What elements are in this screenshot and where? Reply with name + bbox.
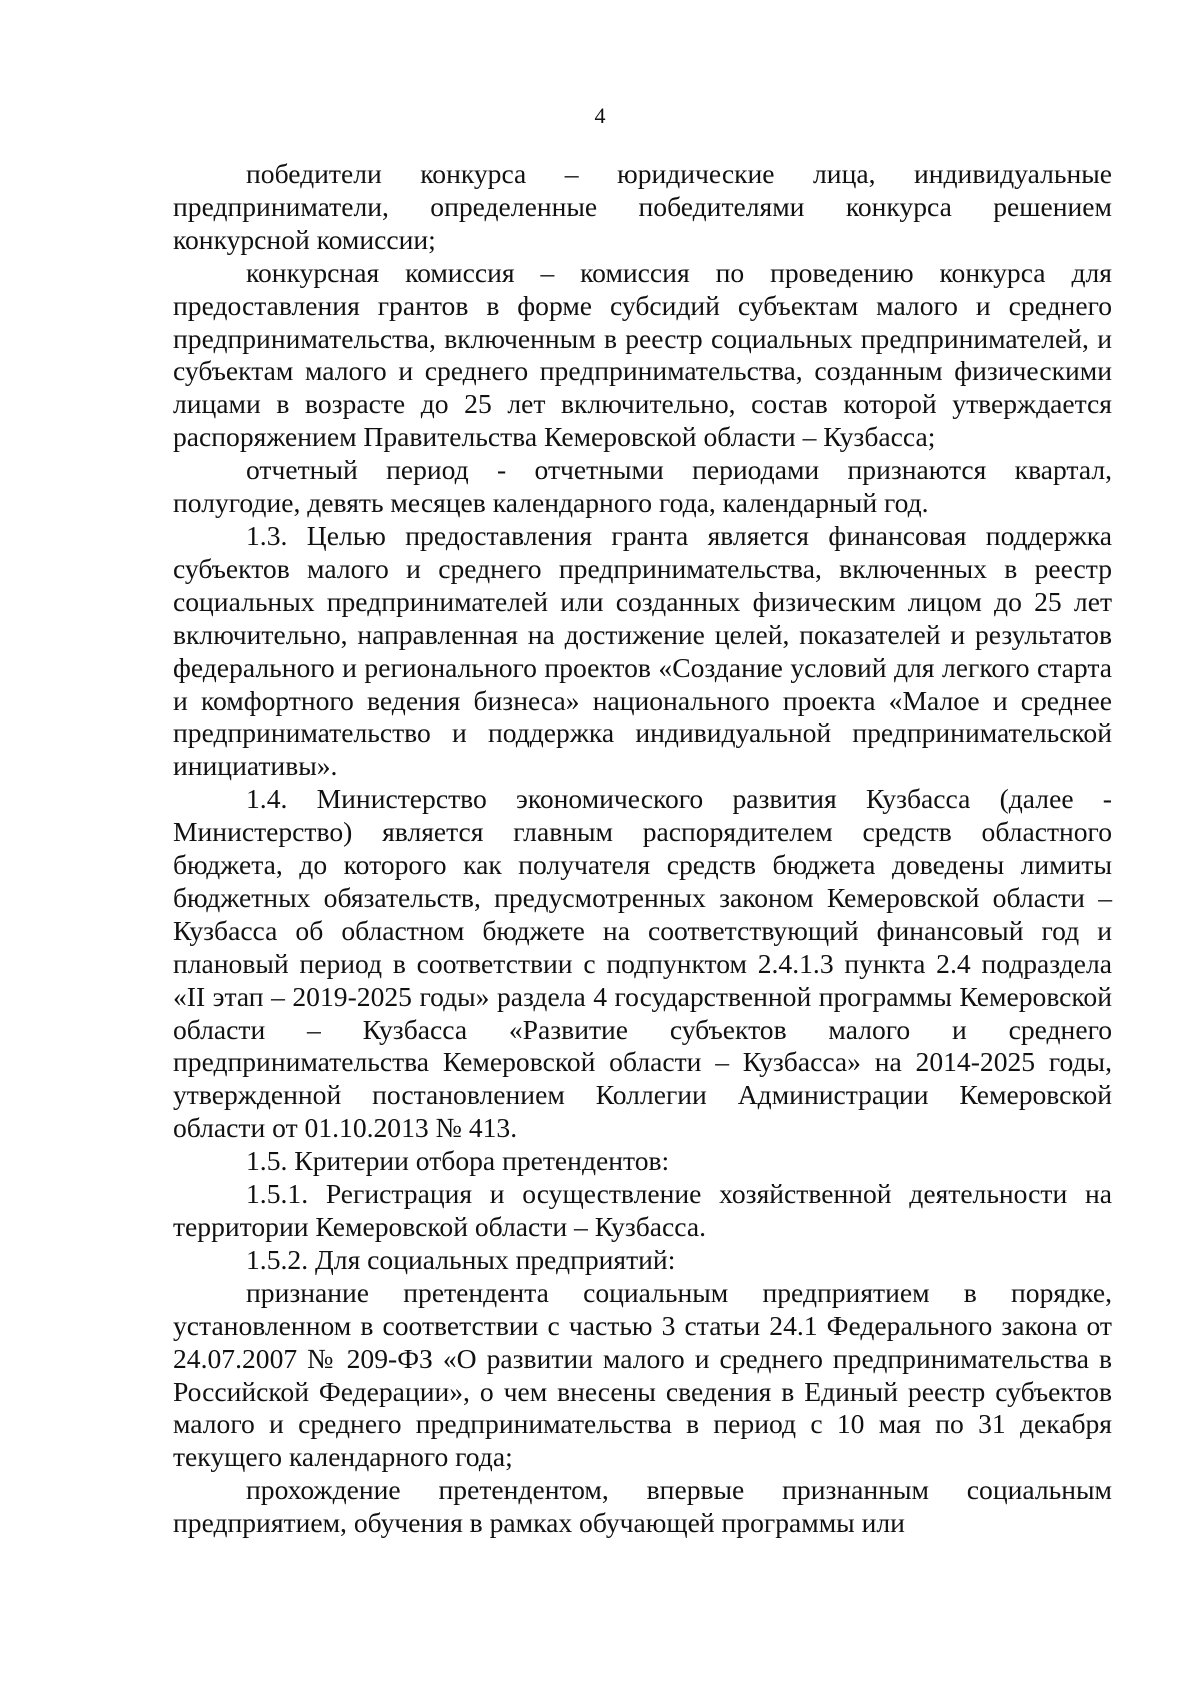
page-number: 4 xyxy=(594,103,606,128)
paragraph-definition-reporting-period: отчетный период - отчетными периодами признаются квартал, полугодие, девять месяцев календарного года, календарный год. xyxy=(173,454,1112,519)
paragraph-1-3: 1.3. Целью предоставления гранта является финансовая поддержка субъектов малого и среднего предпринимательства, включенных в реестр социальных предпринимателей или созданных физическим лицом до 25 лет включительно, направленная на достижение целей, показателей и результатов федерального и регионального проектов «Создание условий для легкого старта и комфортного ведения бизнеса» национального проекта «Малое и среднее предпринимательство и поддержка индивидуальной предпринимательской инициативы». xyxy=(173,519,1112,782)
paragraph-1-5-2: 1.5.2. Для социальных предприятий: xyxy=(246,1243,676,1275)
paragraph-1-5-1: 1.5.1. Регистрация и осуществление хозяйственной деятельности на территории Кемеровской области – Кузбасса. xyxy=(173,1178,1112,1242)
document-body xyxy=(173,158,1112,1540)
paragraph-1-5: 1.5. Критерии отбора претендентов: xyxy=(246,1145,670,1177)
paragraph-social-enterprise-recognition: признание претендента социальным предприятием в порядке, установленном в соответствии с частью 3 статьи 24.1 Федерального закона от 24.07.2007 № 209-ФЗ «О развитии малого и среднего предпринимательства в Российской Федерации», о чем внесены сведения в Единый реестр субъектов малого и среднего предпринимательства в период с 10 мая по 31 декабря текущего календарного года; xyxy=(173,1276,1112,1473)
paragraph-1-4: 1.4. Министерство экономического развития Кузбасса (далее - Министерство) является главным распорядителем средств областного бюджета, до которого как получателя средств бюджета доведены лимиты бюджетных обязательств, предусмотренных законом Кемеровской области – Кузбасса об областном бюджете на соответствующий финансовый год и плановый период в соответствии с подпунктом 2.4.1.3 пункта 2.4 подраздела «II этап – 2019-2025 годы» раздела 4 государственной программы Кемеровской области – Кузбасса «Развитие субъектов малого и среднего предпринимательства Кемеровской области – Кузбасса» на 2014-2025 годы, утвержденной постановлением Коллегии Администрации Кемеровской области от 01.10.2013 № 413. xyxy=(173,783,1112,1144)
paragraph-training-completion: прохождение претендентом, впервые признанным социальным предприятием, обучения в рамках обучающей программы или xyxy=(173,1474,1112,1539)
paragraph-definition-winners: победители конкурса – юридические лица, индивидуальные предприниматели, определенные победителями конкурса решением конкурсной комиссии; xyxy=(173,158,1112,255)
paragraph-definition-commission: конкурсная комиссия – комиссия по проведению конкурса для предоставления грантов в форме субсидий субъектам малого и среднего предпринимательства, включенным в реестр социальных предпринимателей, и субъектам малого и среднего предпринимательства, созданным физическими лицами в возрасте до 25 лет включительно, состав которой утверждается распоряжением Правительства Кемеровской области – Кузбасса; xyxy=(173,256,1112,453)
